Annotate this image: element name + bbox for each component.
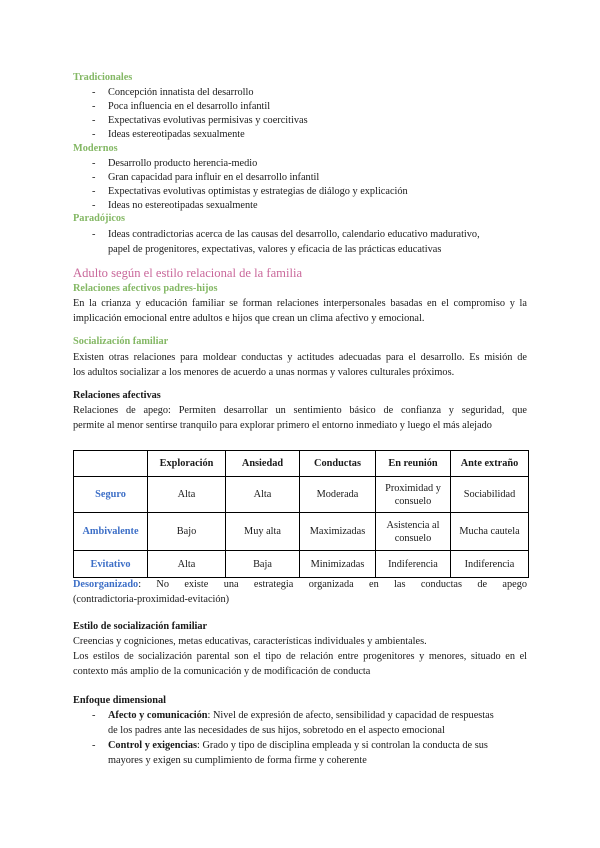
table-cell: Alta <box>148 551 226 578</box>
bullet-dash: - <box>92 200 96 211</box>
table-cell: Maximizadas <box>300 513 376 551</box>
cell-line: Asistencia al <box>386 519 440 531</box>
table-cell: Moderada <box>300 477 376 513</box>
table-cell: Muy alta <box>226 513 300 551</box>
estilo-line3: contexto más amplio de la comunicación y de modificación de conducta <box>73 666 371 677</box>
table-cell: Minimizadas <box>300 551 376 578</box>
desorganizado-line1 <box>73 578 527 592</box>
estilo-line1: Creencias y cogniciones, metas educativas, características individuales y ambientales. <box>73 636 427 647</box>
bullet-dash: - <box>92 101 96 112</box>
paradojicos-item-line2: papel de progenitores, expectativas, valores y eficacia de las prácticas educativas <box>108 244 442 255</box>
table-cell: Indiferencia <box>451 551 529 578</box>
tradicionales-item: Expectativas evolutivas permisivas y coercitivas <box>108 115 308 126</box>
table-cell: Mucha cautela <box>451 513 529 551</box>
modernos-item: Desarrollo producto herencia-medio <box>108 158 258 169</box>
table-cell: Indiferencia <box>376 551 451 578</box>
tradicionales-item: Ideas estereotipadas sexualmente <box>108 129 245 140</box>
cell-line: Proximidad y <box>385 482 441 494</box>
estilo-title: Estilo de socialización familiar <box>73 621 208 632</box>
enfoque-item-text: : Grado y tipo de disciplina empleada y si controlan la conducta de sus <box>197 740 488 751</box>
table-cell <box>376 477 451 513</box>
modernos-item: Gran capacidad para influir en el desarrollo infantil <box>108 172 320 183</box>
relaciones-afectivas-line2: permite al menor sentirse tranquilo para explorar primero el entorno inmediato y luego el más alejado <box>73 420 492 431</box>
row-label: Ambivalente <box>74 513 148 551</box>
table-cell: Sociabilidad <box>451 477 529 513</box>
paradojicos-title: Paradójicos <box>73 213 126 224</box>
enfoque-item-term: Afecto y comunicación <box>108 710 208 721</box>
enfoque-item-text: : Nivel de expresión de afecto, sensibilidad y capacidad de respuestas <box>207 710 494 721</box>
paradojicos-item-line1: Ideas contradictorias acerca de las causas del desarrollo, calendario educativo madurativo, <box>108 229 480 240</box>
relaciones-afectivas-title: Relaciones afectivas <box>73 390 161 401</box>
table-row <box>74 513 529 551</box>
bullet-dash: - <box>92 87 96 98</box>
desorganizado-term: Desorganizado <box>73 579 139 590</box>
relaciones-pf-title: Relaciones afectivos padres-hijos <box>73 283 218 294</box>
modernos-title: Modernos <box>73 143 118 154</box>
bullet-dash: - <box>92 129 96 140</box>
desorganizado-line2: (contradictoria-proximidad-evitación) <box>73 594 230 605</box>
table-header: Ante extraño <box>451 451 529 477</box>
table-row <box>74 477 529 513</box>
relaciones-pf-line2: implicación emocional entre adultos e hijos que crean un clima afectivo y emocional. <box>73 313 425 324</box>
relaciones-afectivas-line1: Relaciones de apego: Permiten desarrollar un sentimiento básico de confianza y seguridad, que <box>73 405 527 416</box>
socializacion-title: Socialización familiar <box>73 336 169 347</box>
table-header-empty <box>74 451 148 477</box>
tradicionales-item: Poca influencia en el desarrollo infantil <box>108 101 271 112</box>
bullet-dash: - <box>92 115 96 126</box>
relaciones-pf-line1: En la crianza y educación familiar se forman relaciones interpersonales basadas en el compromiso y la <box>73 298 527 309</box>
bullet-dash: - <box>92 229 96 240</box>
modernos-item: Expectativas evolutivas optimistas y estrategias de diálogo y explicación <box>108 186 408 197</box>
cell-line: consuelo <box>394 495 432 507</box>
table-header: Conductas <box>300 451 376 477</box>
bullet-dash: - <box>92 740 96 751</box>
table-header-row <box>74 451 529 477</box>
table-cell: Baja <box>226 551 300 578</box>
tradicionales-item: Concepción innatista del desarrollo <box>108 87 254 98</box>
table-cell: Alta <box>148 477 226 513</box>
cell-line: consuelo <box>394 532 432 544</box>
desorganizado-text: : No existe una estrategia organizada en las conductas de apego <box>138 579 527 590</box>
enfoque-title: Enfoque dimensional <box>73 695 166 706</box>
row-label: Seguro <box>74 477 148 513</box>
attachment-table <box>73 450 529 578</box>
socializacion-line1: Existen otras relaciones para moldear conductas y actitudes adecuadas para el desarrollo. Es misión de <box>73 352 527 363</box>
modernos-item: Ideas no estereotipadas sexualmente <box>108 200 258 211</box>
socializacion-line2: los adultos socializar a los menores de acuerdo a unas normas y valores culturales próximos. <box>73 367 455 378</box>
table-row <box>74 551 529 578</box>
estilo-line2: Los estilos de socialización parental son el tipo de relación entre progenitores y menores, situado en el <box>73 651 527 662</box>
bullet-dash: - <box>92 172 96 183</box>
bullet-dash: - <box>92 710 96 721</box>
bullet-dash: - <box>92 158 96 169</box>
tradicionales-title: Tradicionales <box>73 72 133 83</box>
enfoque-item-line2: mayores y exigen su cumplimiento de forma firme y coherente <box>108 755 367 766</box>
row-label: Evitativo <box>74 551 148 578</box>
enfoque-item-line2: de los padres ante las necesidades de sus hijos, sobretodo en el aspecto emocional <box>108 725 445 736</box>
bullet-dash: - <box>92 186 96 197</box>
table-cell: Bajo <box>148 513 226 551</box>
table-header: Ansiedad <box>226 451 300 477</box>
table-header: Exploración <box>148 451 226 477</box>
adulto-heading: Adulto según el estilo relacional de la familia <box>73 266 303 280</box>
table-cell <box>376 513 451 551</box>
table-cell: Alta <box>226 477 300 513</box>
enfoque-item-line1 <box>108 709 494 723</box>
table-header: En reunión <box>376 451 451 477</box>
enfoque-item-term: Control y exigencias <box>108 740 198 751</box>
enfoque-item-line1 <box>108 739 488 753</box>
